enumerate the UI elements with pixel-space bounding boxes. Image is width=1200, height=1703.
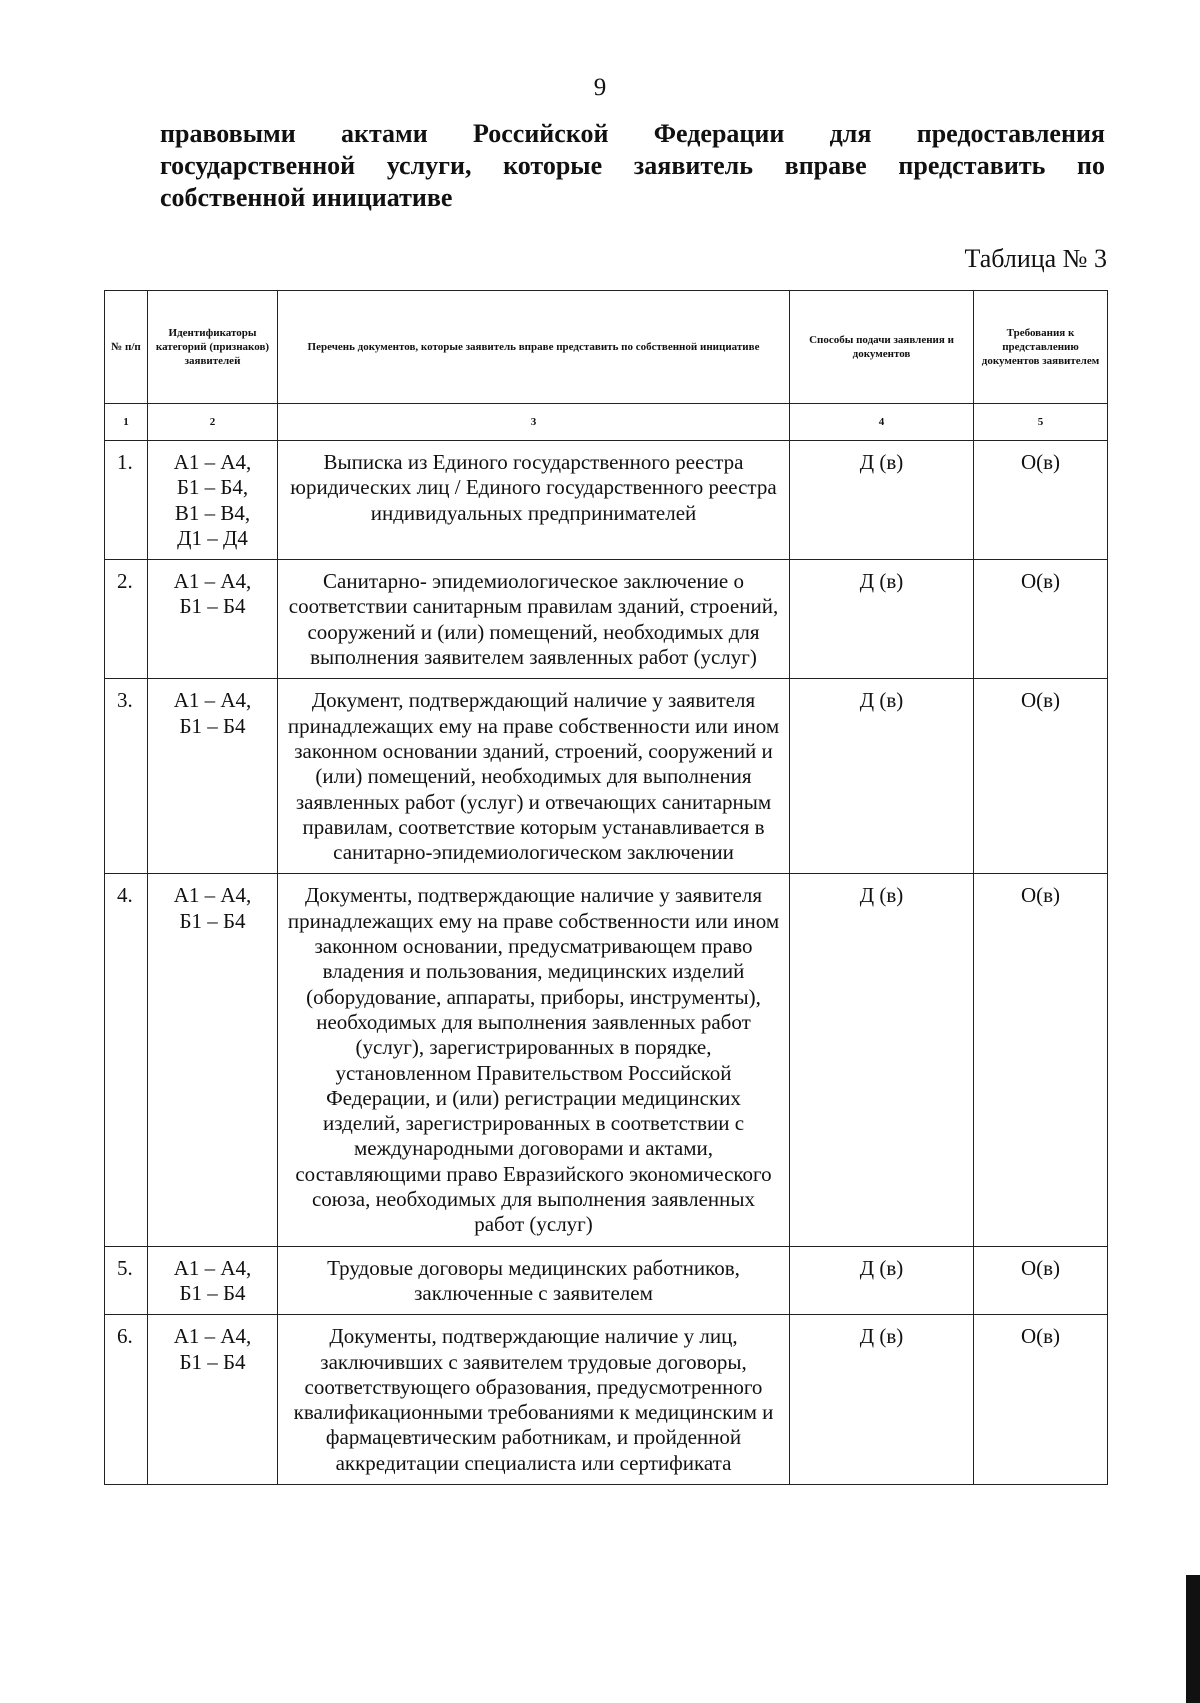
document-cell: Документы, подтверждающие наличие у заявителя принадлежащих ему на праве собственности или ином законном основании, предусматривающем право владения и пользования, медицинских изделий (оборудование, аппараты, приборы, инструменты), необходимых для выполнения заявленных работ (услуг), зарегистрированных в порядке, установленном Правительством Российской Федерации, и (или) регистрации медицинских изделий, зарегистрированных в соответствии с международными договорами и актами, составляющими право Евразийского экономического союза, необходимых для выполнения заявленных работ (услуг)	[278, 874, 790, 1246]
applicant-id: Б1 – Б4	[179, 713, 246, 738]
column-number: 3	[278, 404, 790, 441]
table-row	[105, 1315, 1108, 1485]
submission-method-cell: Д (в)	[790, 1246, 974, 1315]
submission-method-cell: Д (в)	[790, 441, 974, 560]
row-number: 4.	[105, 874, 148, 1246]
column-number: 2	[148, 404, 278, 441]
row-number: 6.	[105, 1315, 148, 1485]
scan-edge-mark	[1186, 1575, 1200, 1703]
requirement-cell: О(в)	[974, 441, 1108, 560]
column-number: 4	[790, 404, 974, 441]
requirement-cell: О(в)	[974, 679, 1108, 874]
applicant-ids-cell	[148, 679, 278, 874]
table-row	[105, 441, 1108, 560]
applicant-id: А1 – А4,	[173, 1255, 252, 1280]
applicant-id: А1 – А4,	[173, 569, 252, 594]
document-cell: Документы, подтверждающие наличие у лиц, заключивших с заявителем трудовые договоры, соответствующего образования, предусмотренного квалификационными требованиями к медицинским и фармацевтическим работникам, и пройденной аккредитации специалиста или сертификата	[278, 1315, 790, 1485]
applicant-ids-cell	[148, 1315, 278, 1485]
table-row	[105, 679, 1108, 874]
header-applicant-ids: Идентификаторы категорий (признаков) заявителей	[148, 291, 278, 404]
submission-method-cell: Д (в)	[790, 1315, 974, 1485]
column-number-row	[105, 404, 1108, 441]
requirement-cell: О(в)	[974, 874, 1108, 1246]
document-cell: Трудовые договоры медицинских работников, заключенные с заявителем	[278, 1246, 790, 1315]
documents-table	[104, 290, 1108, 1485]
table-header-row	[105, 291, 1108, 404]
applicant-id: А1 – А4,	[173, 1324, 252, 1349]
header-document-list: Перечень документов, которые заявитель вправе представить по собственной инициативе	[278, 291, 790, 404]
header-submission-methods: Способы подачи заявления и документов	[790, 291, 974, 404]
applicant-ids-cell	[148, 441, 278, 560]
header-requirements: Требования к представлению документов заявителем	[974, 291, 1108, 404]
header-number: № п/п	[105, 291, 148, 404]
row-number: 2.	[105, 560, 148, 679]
applicant-id: Д1 – Д4	[177, 525, 248, 550]
applicant-id: Б1 – Б4	[179, 908, 246, 933]
applicant-id: В1 – В4,	[174, 500, 251, 525]
submission-method-cell: Д (в)	[790, 679, 974, 874]
applicant-ids-cell	[148, 874, 278, 1246]
document-cell: Выписка из Единого государственного реестра юридических лиц / Единого государственного реестра индивидуальных предпринимателей	[278, 441, 790, 560]
submission-method-cell: Д (в)	[790, 874, 974, 1246]
heading-line-3: собственной инициативе	[160, 183, 453, 212]
requirement-cell: О(в)	[974, 1246, 1108, 1315]
applicant-id: Б1 – Б4,	[176, 475, 249, 500]
requirement-cell: О(в)	[974, 1315, 1108, 1485]
submission-method-cell: Д (в)	[790, 560, 974, 679]
table-row	[105, 560, 1108, 679]
section-heading	[160, 118, 1105, 214]
heading-line-1: правовыми актами Российской Федерации для предоставления	[160, 119, 1105, 148]
table-row	[105, 1246, 1108, 1315]
row-number: 3.	[105, 679, 148, 874]
page-number: 9	[593, 74, 607, 101]
heading-line-2: государственной услуги, которые заявитель вправе представить по	[160, 151, 1105, 180]
applicant-id: Б1 – Б4	[179, 594, 246, 619]
applicant-id: А1 – А4,	[173, 688, 252, 713]
applicant-ids-cell	[148, 560, 278, 679]
applicant-id: А1 – А4,	[173, 450, 252, 474]
document-cell: Документ, подтверждающий наличие у заявителя принадлежащих ему на праве собственности или ином законном основании зданий, строений, сооружений и (или) помещений, необходимых для выполнения заявленных работ (услуг) и отвечающих санитарным правилам, соответствие которым устанавливается в санитарно-эпидемиологическом заключении	[278, 679, 790, 874]
column-number: 5	[974, 404, 1108, 441]
document-cell: Санитарно- эпидемиологическое заключение о соответствии санитарным правилам зданий, строений, сооружений и (или) помещений, необходимых для выполнения заявителем заявленных работ (услуг)	[278, 560, 790, 679]
column-number: 1	[105, 404, 148, 441]
applicant-id: Б1 – Б4	[179, 1280, 246, 1305]
applicant-id: Б1 – Б4	[179, 1349, 246, 1374]
applicant-ids-cell	[148, 1246, 278, 1315]
table-row	[105, 874, 1108, 1246]
row-number: 5.	[105, 1246, 148, 1315]
applicant-id: А1 – А4,	[173, 883, 252, 908]
row-number: 1.	[105, 441, 148, 560]
requirement-cell: О(в)	[974, 560, 1108, 679]
table-caption: Таблица № 3	[964, 244, 1107, 273]
